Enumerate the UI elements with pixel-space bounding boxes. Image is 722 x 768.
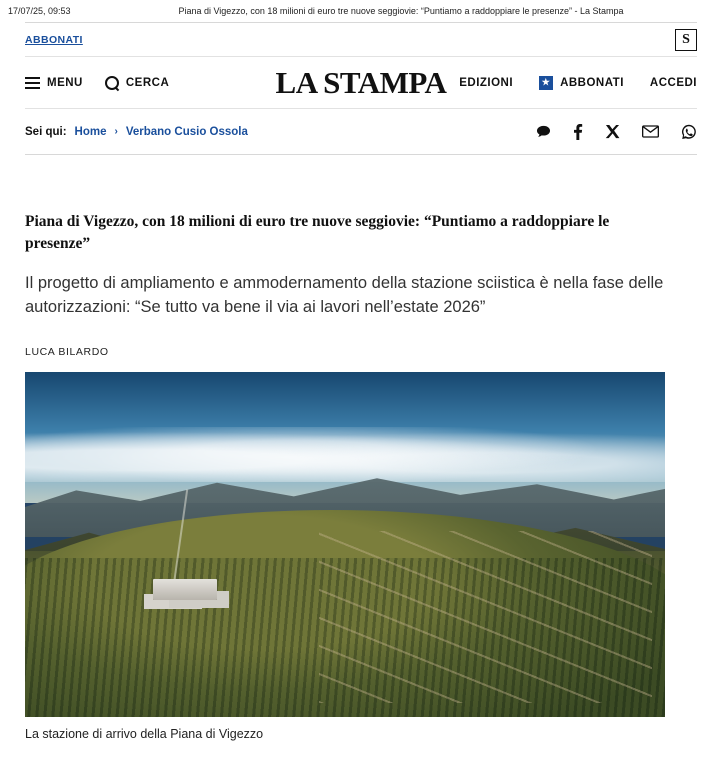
whatsapp-icon[interactable] [681,124,697,140]
search-icon [105,76,119,90]
star-icon: ★ [539,76,553,90]
search-label: CERCA [125,76,170,89]
abbonati-button[interactable] [539,76,624,90]
masthead-right [459,76,697,90]
masthead-left [25,74,169,92]
article [25,155,697,741]
menu-button[interactable] [25,74,83,92]
article-byline: LUCA BILARDO [25,345,109,358]
accedi-button[interactable] [650,77,697,89]
photo-clouds [25,427,665,482]
lastampa-logo[interactable]: LA STAMPA [275,64,447,100]
print-header [0,0,722,22]
article-standfirst: Il progetto di ampliamento e ammodernamento della stazione sciistica è nella fase delle autorizzazioni: “Se tutto va bene il via ai lavori nell’estate 2026” [25,274,664,317]
mail-icon[interactable] [642,125,659,138]
breadcrumb-section-link[interactable]: Verbano Cusio Ossola [125,125,248,138]
share-bar [536,124,697,140]
breadcrumb-prefix: Sei qui: [25,125,67,138]
stampa-s-badge[interactable]: S [675,29,697,51]
article-photo [25,372,665,717]
top-utility-bar [25,23,697,57]
breadcrumb-home-link[interactable]: Home [74,125,107,138]
site-frame [25,22,697,741]
hamburger-icon [25,74,40,92]
breadcrumb-separator-icon: › [114,126,118,137]
breadcrumb-row [25,109,697,155]
edizioni-link[interactable]: EDIZIONI [459,76,514,89]
photo-caption: La stazione di arrivo della Piana di Vigezzo [25,726,264,741]
abbonati-top-link[interactable]: ABBONATI [25,33,83,46]
menu-label: MENU [47,76,83,89]
abbonati-label: ABBONATI [560,76,624,89]
breadcrumb [25,126,248,138]
print-document-title: Piana di Vigezzo, con 18 milioni di euro tre nuove seggiovie: “Puntiamo a raddoppiare le presenze” - La Stampa [178,6,624,16]
print-date: 17/07/25, 09:53 [8,6,71,16]
facebook-icon[interactable] [573,124,583,140]
comment-icon[interactable] [536,125,551,139]
article-headline: Piana di Vigezzo, con 18 milioni di euro tre nuove seggiovie: “Puntiamo a raddoppiare le presenze” [25,213,610,252]
masthead [25,57,697,109]
photo-road [319,531,652,704]
x-twitter-icon[interactable] [605,124,620,139]
accedi-label: ACCEDI [649,76,697,89]
photo-station-buildings [153,579,217,600]
search-button[interactable] [105,76,169,90]
